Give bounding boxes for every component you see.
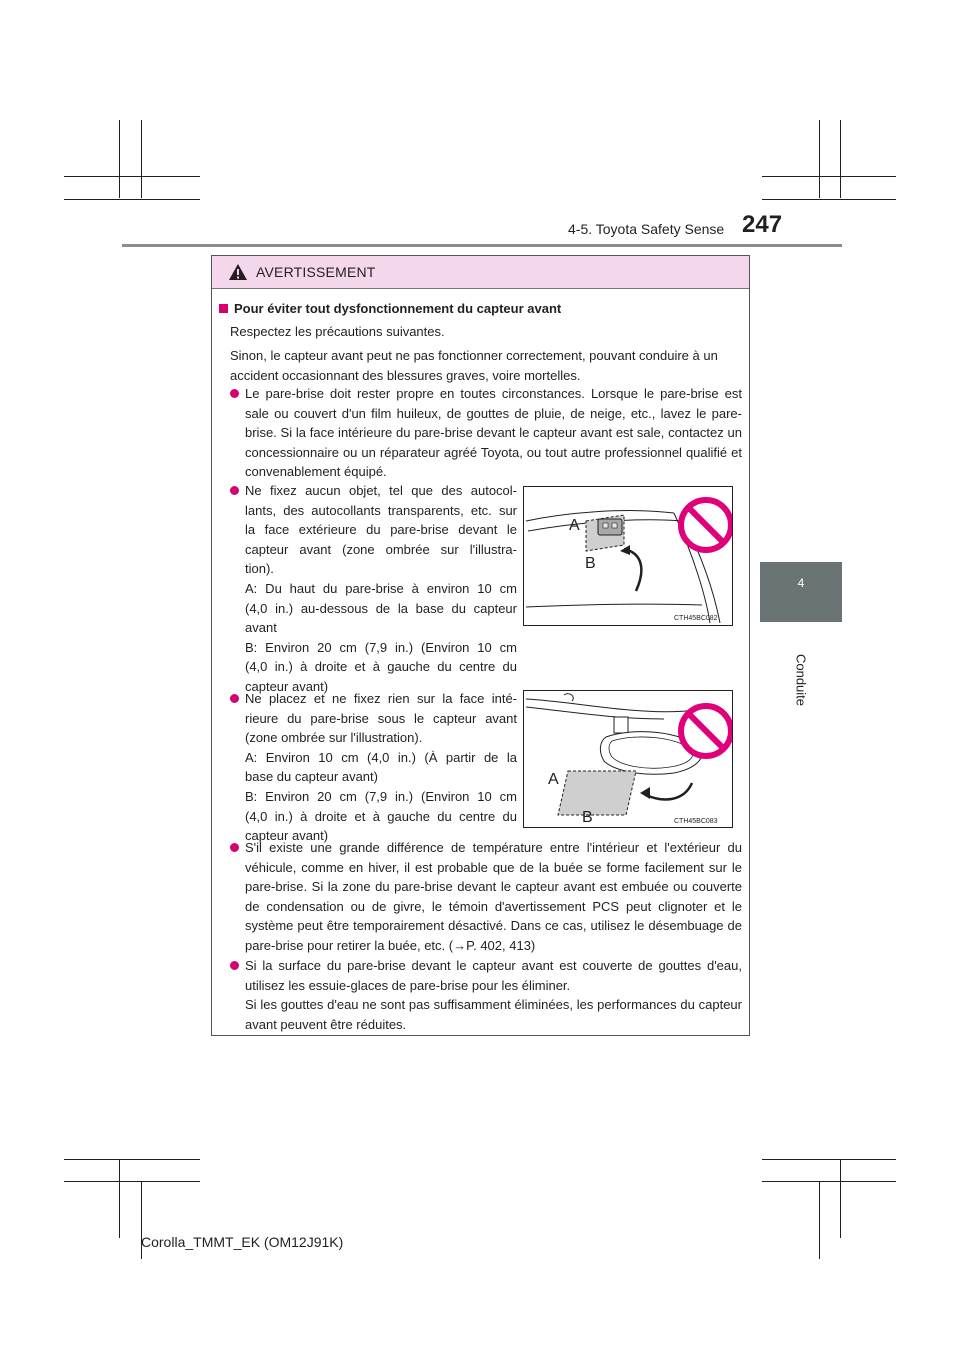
crop-mark <box>819 1181 820 1259</box>
list-bullet <box>230 843 239 852</box>
crop-mark <box>762 1159 896 1160</box>
crop-mark <box>840 120 841 198</box>
crop-mark <box>119 120 120 198</box>
crop-mark <box>762 176 896 177</box>
list-item-text: Si les gouttes d'eau ne sont pas suffisamment éliminées, les performances du capteur avant peuvent être réduites. <box>245 997 742 1032</box>
page-number: 247 <box>742 211 783 238</box>
dimension-label-a: A <box>569 517 580 534</box>
dimension-label-b: B <box>585 555 596 572</box>
crop-mark <box>64 1159 200 1160</box>
sensor-inside-figure <box>523 690 733 828</box>
crop-mark <box>762 1181 896 1182</box>
section-title: 4-5. Toyota Safety Sense <box>568 221 725 237</box>
chapter-tab <box>760 562 842 622</box>
sensor-outside-figure <box>523 486 733 626</box>
warning-icon <box>228 263 248 281</box>
crop-mark <box>762 199 896 200</box>
section-square-bullet <box>219 304 228 313</box>
list-bullet <box>230 389 239 398</box>
warning-box <box>211 255 750 1036</box>
list-item-text: Ne placez et ne fixez rien sur la face inté- rieure du pare-brise sous le capteur avant (zone ombrée sur l'illustration). A: Environ 10 cm (4,0 in.) (À partir de la base du capteur avant) B: Environ 20 cm (7,9 in.) (Environ 10 cm (4,0 in.) à droite et à gauche du centre du capteur avant) <box>245 691 517 844</box>
chapter-label: Conduite <box>793 653 809 707</box>
dimension-label-b: B <box>582 809 593 826</box>
warning-header <box>212 256 749 289</box>
crop-mark <box>119 1160 120 1238</box>
intro-text: Respectez les précautions suivantes. <box>230 324 445 339</box>
header-rule <box>122 244 842 247</box>
warning-heading: Pour éviter tout dysfonctionnement du capteur avant <box>234 301 562 316</box>
warning-title: AVERTISSEMENT <box>256 264 376 280</box>
list-bullet <box>230 961 239 970</box>
crop-mark <box>64 176 200 177</box>
windshield-illustration <box>524 487 732 625</box>
crop-mark <box>819 120 820 198</box>
chapter-number: 4 <box>797 576 805 590</box>
list-bullet <box>230 694 239 703</box>
list-bullet <box>230 486 239 495</box>
footer-text: Corolla_TMMT_EK (OM12J91K) <box>141 1234 344 1250</box>
list-item-text: Si la surface du pare-brise devant le capteur avant est couverte de gouttes d'eau, utilisez les essuie-glaces de pare-brise pour les éliminer. <box>245 958 742 993</box>
crop-mark <box>64 199 200 200</box>
intro-text: Sinon, le capteur avant peut ne pas fonctionner correctement, pouvant conduire à un accident occasionnant des blessures graves, voire mortelles. <box>230 348 718 383</box>
mirror-illustration <box>524 691 732 827</box>
figure-code: CTH45BC082 <box>674 615 718 622</box>
crop-mark <box>141 120 142 198</box>
crop-mark <box>840 1160 841 1238</box>
list-item-text: Le pare-brise doit rester propre en toutes circonstances. Lorsque le pare-brise est sale ou couvert d'un film huileux, de gouttes de pluie, de neige, etc., lavez le pare-brise. Si la face intérieure du pare-brise devant le capteur avant est sale, contactez un concessionnaire ou un réparateur agréé Toyota, ou tout autre professionnel qualifié et convenablement équipé. <box>245 386 742 480</box>
dimension-label-a: A <box>548 771 559 788</box>
crop-mark <box>64 1181 200 1182</box>
list-item-text: Ne fixez aucun objet, tel que des autocol- lants, des autocollants transparents, etc. sur la face extérieure du pare-brise devant le capteur avant (zone ombrée sur l'illustra- tion). A: Du haut du pare-brise à environ 10 cm (4,0 in.) au-dessous de la base du capteur avant B: Environ 20 cm (7,9 in.) (Environ 10 cm (4,0 in.) à droite et à gauche du centre du capteur avant) <box>245 483 517 694</box>
list-item-text: S'il existe une grande différence de température entre l'intérieur et l'extérieur du véhicule, comme en hiver, il est probable que de la buée se forme facilement sur le pare-brise. Si la zone du pare-brise devant le capteur avant est embuée ou couverte de condensation ou de givre, le témoin d'avertissement PCS peut clignoter et le système peut être temporairement désactivé. Dans ce cas, utilisez le désembuage de pare-brise pour retirer la buée, etc. (→P. 402, 413) <box>245 840 742 953</box>
figure-code: CTH45BC083 <box>674 818 718 825</box>
